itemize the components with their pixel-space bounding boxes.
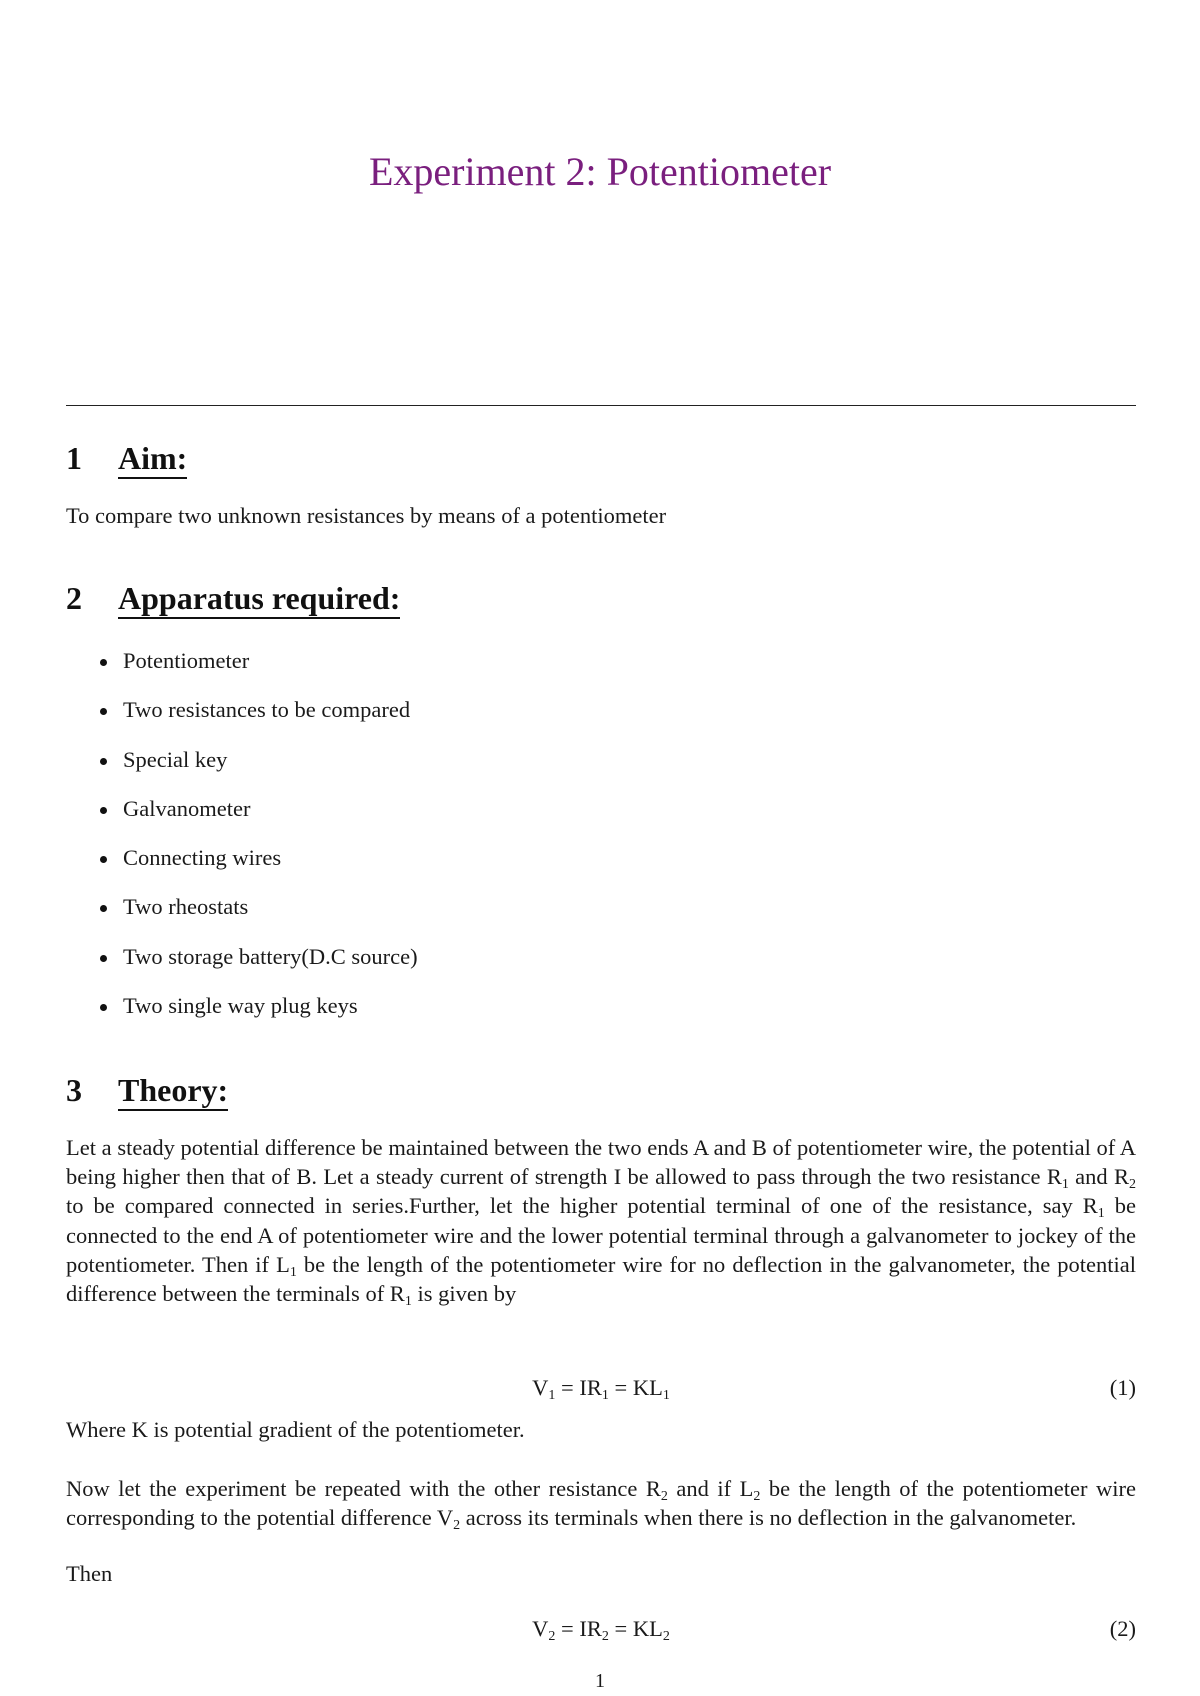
section-apparatus-number: 2 (66, 580, 82, 616)
theory-where-text: Where K is potential gradient of the potentiometer. (66, 1417, 525, 1442)
list-item (100, 845, 418, 894)
section-aim-heading: Aim: (118, 440, 187, 479)
list-item (100, 796, 418, 845)
section-apparatus-heading: Apparatus required: (118, 580, 400, 619)
section-aim-header (66, 440, 187, 480)
section-theory-number: 3 (66, 1072, 82, 1108)
list-item-label: Two single way plug keys (123, 993, 358, 1019)
list-item (100, 747, 418, 796)
list-item-label: Two resistances to be compared (123, 697, 411, 723)
list-item-label: Connecting wires (123, 845, 282, 871)
equation-2 (66, 1616, 1136, 1646)
section-aim-number: 1 (66, 440, 82, 476)
bullet-icon (100, 807, 107, 814)
bullet-icon (100, 955, 107, 962)
equation-1-number: (1) (1109, 1375, 1136, 1400)
equation-2-number: (2) (1109, 1616, 1136, 1641)
section-apparatus-header (66, 580, 400, 620)
bullet-icon (100, 708, 107, 715)
bullet-icon (100, 1004, 107, 1011)
list-item (100, 697, 418, 746)
list-item-label: Potentiometer (123, 648, 250, 673)
equation-1-body: $V_1 = IR_1 = KL_1$ (532, 1375, 670, 1403)
list-item-label: Galvanometer (123, 795, 251, 821)
list-item (100, 944, 418, 993)
page-number: 1 (595, 1670, 605, 1692)
section-theory-header (66, 1072, 228, 1112)
list-item-label: Two storage battery(D.C source) (123, 943, 418, 969)
theory-paragraph-2: Now let the experiment be repeated with the other resistance $R_2$ and if $L_2$ be the length of the potentiometer wire corresponding to the potential difference $V_2$ across its terminals when there is no deflection in the galvanometer. (66, 1476, 1136, 1534)
section-theory-heading: Theory: (118, 1072, 228, 1111)
theory-paragraph-1: Let a steady potential difference be maintained between the two ends A and B of potentiometer wire, the potential of A being higher then that of B. Let a steady current of strength I be allowed to pass through the two resistance $R_1$ and $R_2$ to be compared connected in series.Further, let the higher potential terminal of one of the resistance, say $R_1$ be connected to the end A of potentiometer wire and the lower potential terminal through a galvanometer to jockey of the potentiometer. Then if $L_1$ be the length of the potentiometer wire for no deflection in the galvanometer, the potential difference between the terminals of $R_1$ is given by (66, 1135, 1137, 1310)
aim-text: To compare two unknown resistances by means of a potentiometer (66, 503, 667, 528)
list-item (100, 648, 418, 697)
list-item-label: Special key (123, 746, 228, 772)
equation-1 (66, 1375, 1136, 1405)
list-item (100, 894, 418, 943)
apparatus-list (100, 648, 418, 1042)
bullet-icon (100, 856, 107, 863)
page-title: Experiment 2: Potentiometer (368, 149, 832, 194)
title-rule (66, 405, 1136, 406)
equation-2-body: $V_2 = IR_2 = KL_2$ (532, 1616, 670, 1644)
list-item (100, 993, 418, 1042)
theory-then-text: Then (66, 1561, 113, 1586)
bullet-icon (100, 659, 107, 666)
bullet-icon (100, 905, 107, 912)
list-item-label: Two rheostats (123, 894, 249, 920)
bullet-icon (100, 758, 107, 765)
